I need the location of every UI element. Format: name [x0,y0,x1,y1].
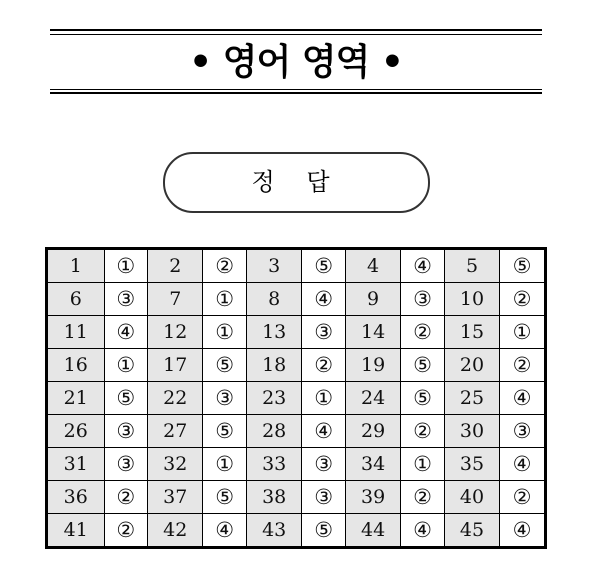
question-number: 6 [47,283,105,316]
question-number: 15 [444,316,499,349]
question-number: 44 [345,514,400,548]
answer-choice: ③ [203,382,247,415]
answer-choice: ② [401,415,445,448]
question-number: 30 [444,415,499,448]
answer-choice: ④ [302,415,346,448]
answer-choice: ⑤ [500,249,546,283]
answer-choice: ② [104,481,148,514]
question-number: 33 [247,448,302,481]
answer-choice: ④ [500,448,546,481]
answer-choice: ④ [302,283,346,316]
question-number: 4 [345,249,400,283]
answer-choice: ④ [500,382,546,415]
answer-choice: ⑤ [401,382,445,415]
answer-choice: ① [500,316,546,349]
table-row [47,249,546,283]
answer-choice: ⑤ [104,382,148,415]
question-number: 38 [247,481,302,514]
question-number: 23 [247,382,302,415]
question-number: 3 [247,249,302,283]
answer-choice: ③ [302,316,346,349]
answer-choice: ③ [500,415,546,448]
question-number: 25 [444,382,499,415]
answer-choice: ② [500,481,546,514]
answer-choice: ① [401,448,445,481]
answer-choice: ① [302,382,346,415]
question-number: 9 [345,283,400,316]
table-row [47,283,546,316]
question-number: 12 [148,316,203,349]
answer-choice: ③ [401,283,445,316]
question-number: 37 [148,481,203,514]
answer-label-box: 정 답 [163,152,430,213]
question-number: 35 [444,448,499,481]
answer-choice: ② [104,514,148,548]
question-number: 28 [247,415,302,448]
question-number: 45 [444,514,499,548]
question-number: 17 [148,349,203,382]
question-number: 27 [148,415,203,448]
question-number: 19 [345,349,400,382]
answer-choice: ④ [401,249,445,283]
answer-choice: ① [104,349,148,382]
question-number: 21 [47,382,105,415]
question-number: 14 [345,316,400,349]
question-number: 34 [345,448,400,481]
bottom-rule-thick [50,92,542,94]
question-number: 16 [47,349,105,382]
answer-choice: ④ [104,316,148,349]
table-row [47,448,546,481]
answer-choice: ③ [104,448,148,481]
table-row [47,316,546,349]
answer-choice: ④ [401,514,445,548]
question-number: 22 [148,382,203,415]
page-title: • 영어 영역 • [189,42,403,83]
question-number: 43 [247,514,302,548]
answer-choice: ② [302,349,346,382]
answer-choice: ① [203,316,247,349]
table-row [47,349,546,382]
question-number: 29 [345,415,400,448]
question-number: 8 [247,283,302,316]
table-row [47,481,546,514]
table-row [47,415,546,448]
answer-choice: ③ [302,481,346,514]
answer-choice: ② [500,283,546,316]
question-number: 24 [345,382,400,415]
question-number: 40 [444,481,499,514]
question-number: 41 [47,514,105,548]
answer-choice: ⑤ [302,514,346,548]
answer-choice: ① [203,448,247,481]
top-rule-thin [50,34,542,35]
answer-choice: ① [203,283,247,316]
question-number: 36 [47,481,105,514]
answer-choice: ⑤ [302,249,346,283]
answer-choice: ② [203,249,247,283]
table-row [47,382,546,415]
answer-choice: ③ [104,283,148,316]
answer-choice: ⑤ [203,415,247,448]
answer-choice: ⑤ [203,481,247,514]
answer-choice: ① [104,249,148,283]
answer-choice: ② [401,481,445,514]
question-number: 32 [148,448,203,481]
question-number: 2 [148,249,203,283]
question-number: 20 [444,349,499,382]
question-number: 39 [345,481,400,514]
question-number: 18 [247,349,302,382]
answer-choice: ③ [104,415,148,448]
top-rule-thick [50,29,542,31]
answer-choice: ⑤ [203,349,247,382]
question-number: 11 [47,316,105,349]
answer-choice: ④ [500,514,546,548]
table-row [47,514,546,548]
answer-table [45,247,547,549]
question-number: 13 [247,316,302,349]
question-number: 10 [444,283,499,316]
answer-choice: ④ [203,514,247,548]
bottom-rule-thin [50,89,542,90]
question-number: 31 [47,448,105,481]
answer-choice: ⑤ [401,349,445,382]
answer-choice: ③ [302,448,346,481]
question-number: 5 [444,249,499,283]
question-number: 42 [148,514,203,548]
question-number: 1 [47,249,105,283]
question-number: 7 [148,283,203,316]
question-number: 26 [47,415,105,448]
answer-choice: ② [401,316,445,349]
answer-choice: ② [500,349,546,382]
